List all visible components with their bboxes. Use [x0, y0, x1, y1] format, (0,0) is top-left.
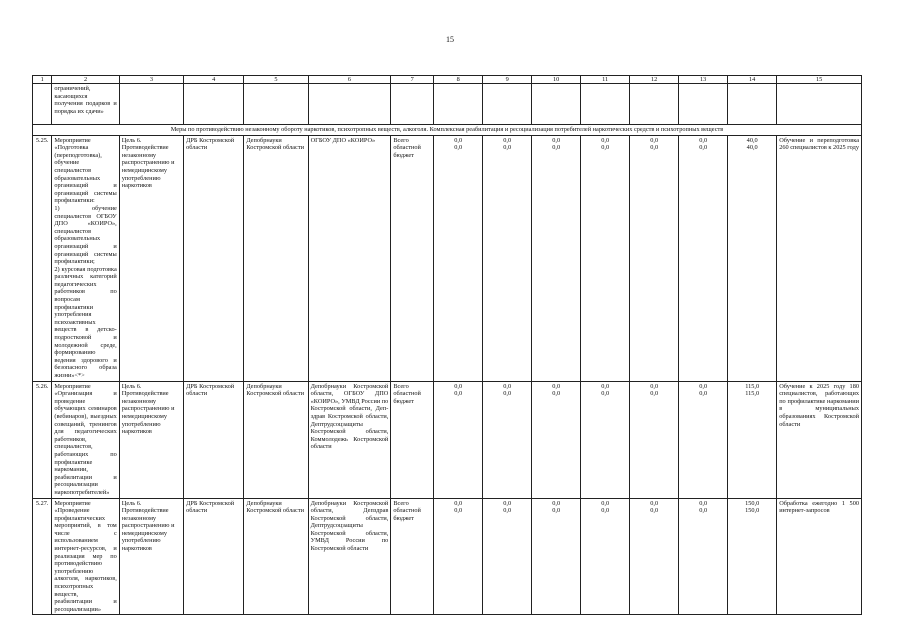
amount-value: 115,0 [745, 382, 760, 390]
amount-cell-12 [630, 135, 679, 381]
amount-cell-14 [728, 135, 777, 381]
event-name: Мероприятие «Организация и проведение обучающих семинаров (вебинаров), выездных совещаний, тренингов для педагогических работников, специалистов, работающих по профилактике наркомании, реабилитации и ресоциализации наркопотребителей» [52, 381, 119, 498]
amount-value: 0,0 [552, 499, 561, 507]
table-row [33, 135, 862, 381]
amount-cell-13 [679, 135, 728, 381]
amount-value: 0,0 [650, 499, 659, 507]
goal: Цель 6. Противодействие незаконному распространению и немедицинскому употреблению наркотиков [119, 381, 183, 498]
amount-cell-9 [483, 498, 532, 615]
amount-cell-11 [581, 498, 630, 615]
amount-value: 0,0 [650, 382, 659, 390]
amount-value: 0,0 [699, 499, 708, 507]
amount-value: 0,0 [454, 390, 463, 398]
amount-cell-11 [581, 381, 630, 498]
column-number: 4 [184, 76, 244, 84]
amount-value: 0,0 [650, 144, 659, 152]
continuation-text: ограничений, касающихся получения подарков и порядка их сдачи» [52, 84, 119, 125]
amount-value: 0,0 [601, 390, 610, 398]
column-number: 9 [483, 76, 532, 84]
amount-cell-12 [630, 498, 679, 615]
column-number: 11 [581, 76, 630, 84]
amount-value: 0,0 [503, 144, 512, 152]
amount-value: 0,0 [552, 136, 561, 144]
amount-value: 0,0 [454, 507, 463, 515]
amount-cell-11 [581, 135, 630, 381]
column-number: 6 [308, 76, 391, 84]
amount-cell-8 [434, 381, 483, 498]
amount-value: 0,0 [699, 382, 708, 390]
continuation-row [33, 84, 862, 125]
funding-source [391, 381, 434, 498]
column-number: 5 [244, 76, 308, 84]
amount-value: 0,0 [503, 499, 512, 507]
column-number: 8 [434, 76, 483, 84]
funding-source-item: областной бюджет [393, 144, 421, 159]
amount-value: 0,0 [503, 382, 512, 390]
amount-value: 0,0 [454, 382, 463, 390]
amount-cell-8 [434, 498, 483, 615]
amount-value: 0,0 [503, 390, 512, 398]
amount-cell-10 [532, 498, 581, 615]
responsible-executor: ДРБ Костромской области [184, 135, 244, 381]
expected-result: Обработка ежегодно 1 500 интернет-запросов [777, 498, 862, 615]
co-executor: Депобрнауки Костромской области [244, 498, 308, 615]
event-name: Мероприятие «Проведение профилактических мероприятий, в том числе с использованием интернет-ресурсов, и реализация мер по противодействию употреблению алкоголя, наркотиков, психотропных веществ, реабилитации и ресоциализации» [52, 498, 119, 615]
table-row [33, 498, 862, 615]
amount-value: 0,0 [552, 507, 561, 515]
funding-source-item: областной бюджет [393, 507, 421, 522]
amount-cell-14 [728, 498, 777, 615]
column-number: 2 [52, 76, 119, 84]
amount-value: 0,0 [601, 507, 610, 515]
page-number: 15 [446, 35, 454, 44]
amount-value: 0,0 [601, 144, 610, 152]
column-number: 15 [777, 76, 862, 84]
amount-value: 0,0 [650, 390, 659, 398]
amount-value: 0,0 [454, 144, 463, 152]
column-number: 7 [391, 76, 434, 84]
column-number: 13 [679, 76, 728, 84]
amount-cell-9 [483, 135, 532, 381]
amount-value: 0,0 [601, 382, 610, 390]
amount-value: 0,0 [503, 507, 512, 515]
table-row [33, 381, 862, 498]
program-table [32, 75, 862, 615]
co-executor: Депобрнауки Костромской области [244, 381, 308, 498]
expected-result: Обучение и переподготовка 260 специалистов к 2025 году [777, 135, 862, 381]
amount-value: 0,0 [601, 136, 610, 144]
responsible-executor: ДРБ Костромской области [184, 498, 244, 615]
participants: Депобрнауки Костромской области, ОГБОУ ДПО «КОИРО», УМВД России по Костромской области, Деп-здрав Костромской области, Дептрудсоцзащиты Костромской области, Коммолодежь Костромской области [308, 381, 391, 498]
goal: Цель 6. Противодействие незаконному распространению и немедицинскому употреблению наркотиков [119, 498, 183, 615]
amount-value: 0,0 [552, 144, 561, 152]
amount-cell-10 [532, 381, 581, 498]
column-number: 1 [33, 76, 52, 84]
participants: Депобрнауки Костромской области, Депздрав Костромской области, Дептрудсоцзащиты Костромской области, УМВД России по Костромской области [308, 498, 391, 615]
amount-value: 0,0 [503, 136, 512, 144]
amount-value: 0,0 [552, 390, 561, 398]
amount-value: 0,0 [699, 136, 708, 144]
amount-value: 115,0 [745, 390, 760, 398]
amount-value: 0,0 [454, 136, 463, 144]
amount-cell-13 [679, 498, 728, 615]
funding-source [391, 498, 434, 615]
column-number: 12 [630, 76, 679, 84]
amount-value: 0,0 [699, 144, 708, 152]
goal: Цель 6. Противодействие незаконному распространению и немедицинскому употреблению наркотиков [119, 135, 183, 381]
participants: ОГБОУ ДПО «КОИРО» [308, 135, 391, 381]
expected-result: Обучение к 2025 году 180 специалистов, работающих по профилактике наркомании в муниципальных образованиях Костромской области [777, 381, 862, 498]
amount-value: 0,0 [454, 499, 463, 507]
section-row [33, 125, 862, 136]
funding-source-item: Всего [393, 382, 409, 390]
amount-cell-12 [630, 381, 679, 498]
amount-value: 150,0 [745, 499, 760, 507]
column-number: 14 [728, 76, 777, 84]
amount-cell-8 [434, 135, 483, 381]
column-number-row [33, 76, 862, 84]
row-number: 5.26. [33, 381, 52, 498]
funding-source-item: Всего [393, 136, 409, 144]
co-executor: Депобрнауки Костромской области [244, 135, 308, 381]
amount-cell-10 [532, 135, 581, 381]
amount-value: 40,0 [746, 136, 758, 144]
amount-cell-14 [728, 381, 777, 498]
responsible-executor: ДРБ Костромской области [184, 381, 244, 498]
funding-source [391, 135, 434, 381]
amount-cell-13 [679, 381, 728, 498]
amount-value: 150,0 [745, 507, 760, 515]
event-name: Мероприятие «Подготовка (переподготовка), обучение специалистов образовательных организаций и организаций системы профилактики: 1) обучение специалистов ОГБОУ ДПО «КОИРО», специалистов образовательных организаций и организаций системы профилактики; 2) курсовая подготовка различных категорий педагогических работников по вопросам профилактики употребления психоактивных веществ в детско-подростковой и молодежной среде, формированию ведения здорового и безопасного образа жизни»<*> [52, 135, 119, 381]
funding-source-item: областной бюджет [393, 390, 421, 405]
amount-value: 0,0 [552, 382, 561, 390]
amount-value: 0,0 [650, 136, 659, 144]
amount-value: 40,0 [746, 144, 758, 152]
column-number: 3 [119, 76, 183, 84]
row-number: 5.27. [33, 498, 52, 615]
amount-cell-9 [483, 381, 532, 498]
row-number: 5.25. [33, 135, 52, 381]
amount-value: 0,0 [699, 507, 708, 515]
amount-value: 0,0 [650, 507, 659, 515]
amount-value: 0,0 [699, 390, 708, 398]
amount-value: 0,0 [601, 499, 610, 507]
funding-source-item: Всего [393, 499, 409, 507]
column-number: 10 [532, 76, 581, 84]
section-title: Меры по противодействию незаконному обороту наркотиков, психотропных веществ, алкоголя. Комплексная реабилитация и ресоциализация потребителей наркотических средств и психотропных веществ [33, 125, 862, 136]
